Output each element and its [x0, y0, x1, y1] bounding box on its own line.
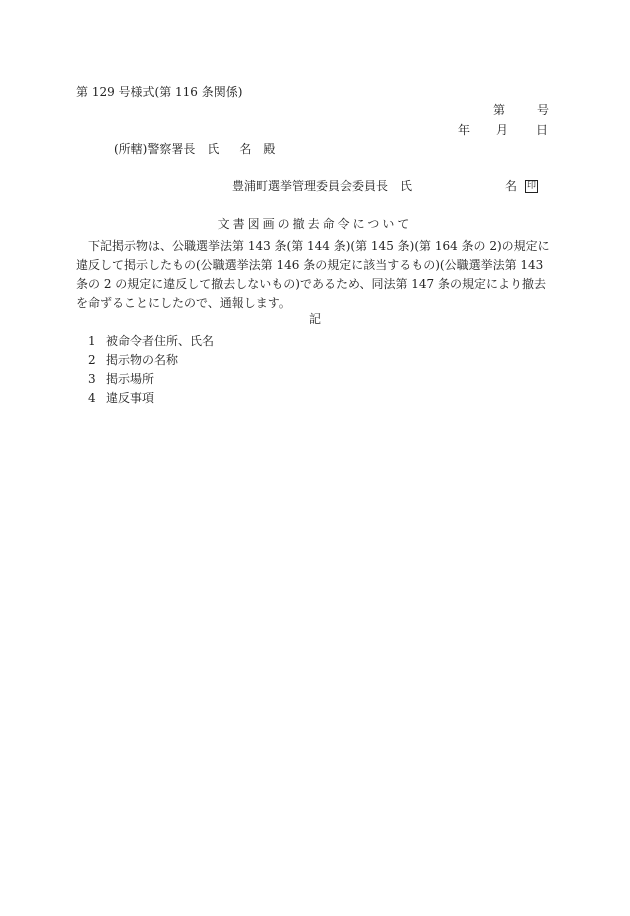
- addressee-name-2: 名: [239, 142, 252, 156]
- item-label: 掲示場所: [106, 372, 155, 386]
- addressee-honorific: 殿: [263, 142, 276, 156]
- list-item: [88, 370, 214, 389]
- number-label-dai: 第: [493, 103, 506, 117]
- form-number: 第 129 号様式(第 116 条関係): [76, 85, 243, 99]
- body-paragraph: 下記掲示物は、公職選挙法第 143 条(第 144 条)(第 145 条)(第 164 条の 2)の規定に違反して掲示したもの(公職選挙法第 146 条の規定に該当するもの)(公職選挙法第 143 条の 2 の規定に違反して撤去しないもの)であるため、同法第 147 条の規定により撤去を命ずることにしたので、通報します。: [76, 239, 550, 310]
- addressee-office: (所轄)警察署長: [114, 142, 196, 156]
- number-label-go: 号: [537, 103, 550, 117]
- item-number: 2: [88, 353, 96, 367]
- list-item: [88, 332, 214, 351]
- item-number: 4: [88, 391, 96, 405]
- item-list: [88, 332, 214, 408]
- item-label: 違反事項: [106, 391, 155, 405]
- date-day: 日: [536, 123, 549, 137]
- list-item: [88, 389, 214, 408]
- addressee-name-1: 氏: [207, 142, 220, 156]
- document-number-line: [493, 104, 549, 116]
- sender-name-line: [505, 180, 538, 193]
- date-line: [458, 124, 548, 136]
- sender-title: 豊浦町選挙管理委員会委員長 氏: [232, 179, 413, 193]
- date-month: 月: [496, 123, 509, 137]
- date-year: 年: [458, 123, 471, 137]
- sender-name-2: 名: [505, 179, 518, 193]
- seal-stamp: 印: [527, 181, 537, 191]
- item-number: 3: [88, 372, 96, 386]
- ki-heading: 記: [308, 312, 321, 326]
- item-number: 1: [88, 334, 96, 348]
- item-label: 掲示物の名称: [106, 353, 179, 367]
- list-item: [88, 351, 214, 370]
- addressee-line: [114, 143, 275, 155]
- item-label: 被命令者住所、氏名: [106, 334, 215, 348]
- document-subject: 文書図画の撤去命令について: [217, 217, 413, 231]
